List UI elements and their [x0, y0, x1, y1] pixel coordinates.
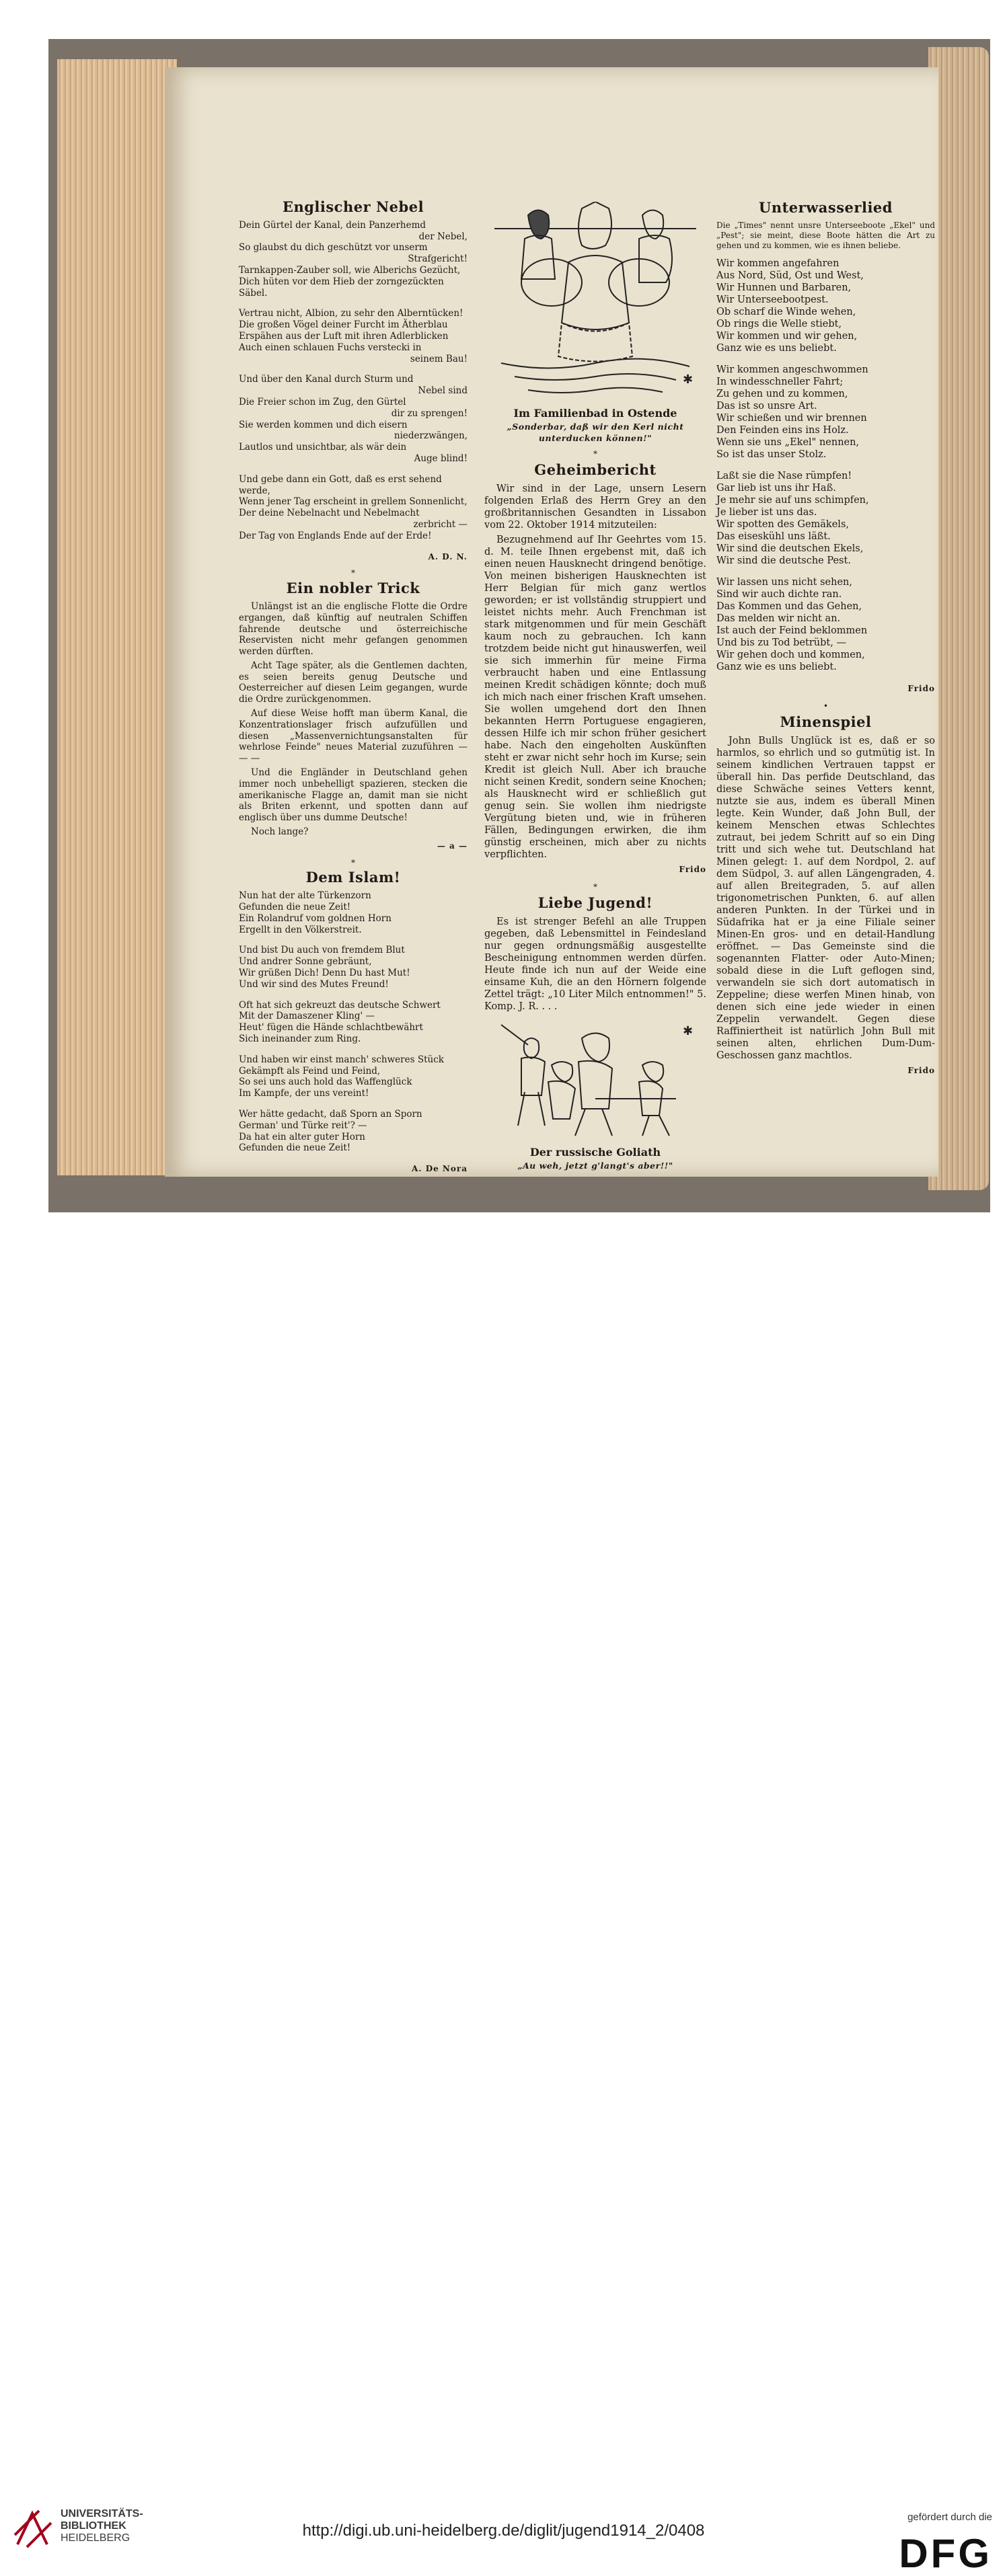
- poem-line: Mit der Damaszener Kling' —: [239, 1011, 375, 1022]
- poem-line: Wir lassen uns nicht sehen,: [716, 577, 853, 588]
- dfg-logo: DFG: [899, 2531, 992, 2576]
- article-title: Liebe Jugend!: [537, 894, 653, 911]
- separator: *: [351, 857, 355, 867]
- poem-line: Der Tag von Englands Ende auf der Erde!: [239, 530, 432, 541]
- article-body: [716, 735, 935, 1062]
- svg-text:✱: ✱: [683, 373, 694, 387]
- stanza: [716, 470, 935, 567]
- poem-line: Und über den Kanal durch Sturm und: [239, 374, 414, 385]
- poem-line: Dich hüten vor dem Hieb der zorngezückten Säbel.: [239, 276, 447, 299]
- article-title: Ein nobler Trick: [286, 580, 420, 597]
- poem-body: [716, 258, 935, 673]
- poem-line: So sei uns auch hold das Waffenglück: [239, 1077, 412, 1088]
- poem-line: Vertrau nicht, Albion, zu sehr den Alberntücken!: [239, 308, 463, 319]
- poem-line: Ein Rolandruf vom goldnen Horn: [239, 912, 391, 924]
- poem-body: [239, 890, 468, 1154]
- cartoon-caption: Der russische Goliath: [529, 1146, 661, 1159]
- stanza: [239, 308, 468, 364]
- poem-line: Das ist so unsre Art.: [716, 401, 817, 412]
- poem-line: Gefunden die neue Zeit!: [239, 1142, 351, 1154]
- poem-line: Die Freier schon im Zug, den Gürtel: [239, 396, 406, 407]
- signature: A. D. N.: [428, 551, 468, 561]
- stanza: [716, 576, 935, 673]
- poem-line: Nebel sind: [418, 385, 468, 397]
- stanza: [239, 374, 468, 464]
- poem-line: Wer hätte gedacht, daß Sporn an Sporn: [239, 1108, 422, 1120]
- separator: •: [823, 701, 829, 711]
- poem-title: Unterwasserlied: [759, 199, 893, 216]
- poem-line: Ob scharf die Winde wehen,: [716, 307, 856, 317]
- poem-intro: Die „Times" nennt unsre Unterseeboote „Ekel" und „Pest"; sie meint, diese Boote hätten die Art zu gehen und zu kommen, wie es ihnen beliebe.: [716, 221, 935, 250]
- poem-line: Gefunden die neue Zeit!: [239, 902, 351, 913]
- poem-line: Wir grüßen Dich! Denn Du hast Mut!: [239, 968, 410, 979]
- stanza: [716, 258, 935, 354]
- poem-line: Das Kommen und das Gehen,: [716, 601, 862, 612]
- poem-line: In windesschneller Fahrt;: [716, 377, 844, 387]
- poem-line: Wir spotten des Gemäkels,: [716, 519, 849, 530]
- stanza: [239, 1000, 468, 1045]
- stanza: [716, 364, 935, 461]
- poem-line: Ergellt in den Völkerstreit.: [239, 924, 362, 935]
- poem-line: Dein Gürtel der Kanal, dein Panzerhemd: [239, 219, 426, 231]
- funded-by-label: gefördert durch die: [907, 2511, 992, 2523]
- poem-line: Ist auch der Feind beklommen: [716, 625, 868, 636]
- poem-line: Aus Nord, Süd, Ost und West,: [716, 270, 864, 281]
- paragraph: Auf diese Weise hofft man überm Kanal, die Konzentrationslager frisch aufzufüllen und diesen „Massenvernichtungsanstalten für wehrlose Feinde" neues Material zuzuführen — — —: [239, 708, 468, 765]
- paragraph: Noch lange?: [251, 826, 309, 838]
- poem-line: Sich ineinander zum Ring.: [239, 1033, 361, 1044]
- poem-line: Laßt sie die Nase rümpfen!: [716, 471, 852, 481]
- poem-line: So ist das unser Stolz.: [716, 449, 827, 460]
- poem-line: Auch einen schlauen Fuchs verstecki in: [239, 342, 422, 353]
- paragraph: Und die Engländer in Deutschland gehen immer noch unbehelligt spazieren, stecken die amerikanische Flagge an, damit man sie nicht als Briten erkennt, und spotten dann auf englisch über uns dumme Deutsche!: [239, 767, 468, 824]
- stanza: [239, 890, 468, 935]
- poem-line: German' und Türke reit'? —: [239, 1120, 367, 1131]
- poem-line: Je lieber ist uns das.: [716, 507, 817, 518]
- signature: — a —: [437, 841, 468, 851]
- poem-line: Und bis zu Tod betrübt, —: [716, 637, 846, 648]
- signature: A. De Nora: [412, 1164, 468, 1174]
- poem-line: Ob rings die Welle stiebt,: [716, 319, 842, 329]
- paragraph: Es ist strenger Befehl an alle Truppen gegeben, daß Lebensmittel in Feindesland nur gegen ordnungsmäßig ausgestellte Bescheinigung entnommen werden dürfen. Heute finde ich nun auf der Weide eine einsame Kuh, die an den Hörnern folgende Zettel trägt: „10 Liter Milch entnommen!" 5. Komp. J. R. . . .: [484, 916, 706, 1012]
- cartoon-caption: Im Familienbad in Ostende: [513, 407, 677, 420]
- poem-line: Oft hat sich gekreuzt das deutsche Schwert: [239, 999, 441, 1011]
- poem-line: dir zu sprengen!: [391, 407, 468, 419]
- poem-line: Gar lieb ist uns ihr Haß.: [716, 483, 836, 494]
- poem-line: Je mehr sie auf uns schimpfen,: [716, 495, 869, 506]
- poem-line: seinem Bau!: [410, 353, 468, 364]
- poem-line: Wir kommen angeschwommen: [716, 364, 868, 375]
- book-scan: [0, 0, 1007, 1244]
- poem-line: Zu gehen und zu kommen,: [716, 389, 848, 399]
- poem-line: Wenn jener Tag erscheint in grellem Sonnenlicht,: [239, 496, 468, 508]
- poem-line: Wir sind die deutschen Ekels,: [716, 543, 864, 554]
- signature: Frido: [679, 865, 706, 874]
- article-title: Geheimbericht: [534, 461, 657, 478]
- poem-line: Und andrer Sonne gebräunt,: [239, 956, 372, 968]
- poem-line: Gekämpft als Feind und Feind,: [239, 1065, 381, 1077]
- paragraph: Wir sind in der Lage, unsern Lesern folgenden Erlaß des Herrn Grey an den großbritannischen Gesandten in Lissabon vom 22. Oktober 1914 mitzuteilen:: [484, 483, 706, 531]
- footer: [0, 1244, 1007, 2576]
- separator: *: [593, 449, 597, 459]
- poem-line: Wir Hunnen und Barbaren,: [716, 282, 852, 293]
- article-body: [484, 916, 706, 1013]
- poem-line: Da hat ein alter guter Horn: [239, 1131, 365, 1142]
- stanza: [239, 220, 468, 299]
- article-body: [484, 483, 706, 861]
- library-line: HEIDELBERG: [61, 2532, 130, 2544]
- poem-line: zerbricht —: [413, 518, 468, 530]
- separator: *: [351, 568, 355, 578]
- bathing-cartoon-illustration: [488, 202, 703, 403]
- article-title: Minenspiel: [780, 713, 872, 730]
- poem-line: Und haben wir einst manch' schweres Stück: [239, 1054, 444, 1065]
- poem-line: Tarnkappen-Zauber soll, wie Alberichs Gezücht,: [239, 264, 461, 276]
- poem-line: Ganz wie es uns beliebt.: [716, 343, 837, 354]
- stanza: [239, 1109, 468, 1154]
- poem-line: Sind wir auch dichte ran.: [716, 589, 842, 600]
- poem-line: Das melden wir nicht an.: [716, 613, 841, 624]
- column-left: [239, 198, 468, 1180]
- poem-line: Wir sind die deutsche Pest.: [716, 555, 851, 566]
- poem-line: Den Feinden eins ins Holz.: [716, 425, 849, 436]
- poem-line: Wir gehen doch und kommen,: [716, 650, 865, 660]
- svg-text:✱: ✱: [683, 1024, 694, 1038]
- poem-line: Auge blind!: [414, 453, 468, 464]
- stanza: [239, 1054, 468, 1099]
- paragraph: Acht Tage später, als die Gentlemen dachten, es seien bereits genug Deutsche und Oesterreicher auf diesen Leim gegangen, wurde die Ordre zurückgenommen.: [239, 660, 468, 705]
- poem-line: niederzwängen,: [394, 430, 468, 442]
- cartoon-subcaption: „Au weh, jetzt g'langt's aber!!": [517, 1161, 673, 1171]
- poem-line: Im Kampfe, der uns vereint!: [239, 1088, 369, 1099]
- poem-line: Und gebe dann ein Gott, daß es erst sehend werde,: [239, 473, 445, 496]
- paragraph: Unlängst ist an die englische Flotte die Ordre ergangen, daß künftig auf neutralen Schiffen fahrende deutsche und österreichische Reservisten nicht mehr gefangen genommen werden dürften.: [239, 600, 468, 658]
- stanza: [239, 945, 468, 990]
- poem-line: Nun hat der alte Türkenzorn: [239, 890, 371, 902]
- page-stack-left: [57, 59, 177, 1175]
- poem-body: [239, 220, 468, 542]
- poem-line: Das eiseskühl uns läßt.: [716, 531, 831, 542]
- poem-line: Ganz wie es uns beliebt.: [716, 662, 837, 672]
- poem-line: der Nebel,: [418, 231, 468, 242]
- stanza: [239, 474, 468, 542]
- poem-line: Wir schießen und wir brennen: [716, 413, 867, 424]
- poem-line: Heut' fügen die Hände schlachtbewährt: [239, 1022, 423, 1033]
- poem-line: Wir kommen und wir gehen,: [716, 331, 858, 342]
- poem-line: Lautlos und unsichtbar, als wär dein: [239, 442, 407, 453]
- library-line: UNIVERSITÄTS-: [61, 2508, 143, 2520]
- poem-line: So glaubst du dich geschützt vor unserm: [239, 242, 428, 253]
- column-right: [716, 199, 935, 1082]
- goliath-cartoon-illustration: [488, 1018, 703, 1142]
- poem-title: Englischer Nebel: [282, 198, 424, 215]
- poem-line: Die großen Vögel deiner Furcht im Ätherblau: [239, 319, 448, 331]
- source-url[interactable]: http://digi.ub.uni-heidelberg.de/diglit/jugend1914_2/0408: [302, 2522, 705, 2540]
- poem-title: Dem Islam!: [305, 869, 401, 886]
- poem-line: Wir Unterseebootpest.: [716, 295, 829, 305]
- poem-line: Und bist Du auch von fremdem Blut: [239, 945, 405, 956]
- poem-line: Der deine Nebelnacht und Nebelmacht: [239, 508, 420, 519]
- signature: Frido: [907, 684, 935, 693]
- library-line: BIBLIOTHEK: [61, 2520, 126, 2532]
- paragraph: Bezugnehmend auf Ihr Geehrtes vom 15. d. M. teile Ihnen ergebenst mit, daß ich einen neuen Hausknecht dringend benötige. Von meinen bisherigen Hausknechten ist Herr Belgian für mich ganz wertlos geworden; er ist vollständig struppiert und leistet nichts mehr. Auch Frenchman ist stark mitgenommen und für mein Geschäft kaum noch zu gebrauchen. Ich kann trotzdem beide nicht gut hinauswerfen, weil sie sich immerhin für meine Firma verbraucht haben und eine Entlassung meinen Kredit schädigen könnte; doch muß ich mich nach einer frischen Kraft umsehen. Sie wollen umgehend dort den Ihnen bekannten Herrn Portuguese engagieren, dessen Hilfe ich mir schon früher gesichert habe. Nach den eingeholten Auskünften steht er zwar nicht sehr hoch im Kurse; sein Kredit ist gleich Null. Aber ich brauche nicht seinen Kredit, sondern seine Knochen; als Hausknecht wird er schließlich gut genug sein. Sie wollen ihm niedrigste Vergütung bieten und, wie in früheren Fällen, Bedingungen erwirken, die ihm günstig erscheinen, mich aber zu nichts verpflichten.: [484, 535, 706, 860]
- separator: *: [593, 882, 597, 892]
- paragraph: John Bulls Unglück ist es, daß er so harmlos, so ehrlich und so gutmütig ist. In seinem kindlichen Vertrauen tappst er überall hin. Das perfide Deutschland, das diese Schwäche seines Vetters kennt, nutzte sie aus, indem es überall Minen legte. Kein Wunder, daß John Bull, der keinem Menschen etwas Schlechtes zutraut, bei jedem Schritt auf so ein Ding tritt und sich wehe tut. Deutschland hat Minen gelegt: 1. auf dem Nordpol, 2. auf dem Südpol, 3. auf allen Längengraden, 4. auf allen Breitegraden, 5. auf allen trigonometrischen Punkten, 6. auf allen anderen Punkten. In der Türkei und in Südafrika hat er ja eine Filiale seiner Minen-En gros- und en detail-Handlung eröffnet. — Das Gemeinste sind die sogenannten Flatter- oder Auto-Minen; sobald diese in die Luft geflogen sind, verwandeln sie sich dort automatisch in Zeppeline; diese werfen Minen hinab, von denen sich eine jede wieder in einen Zeppelin verwandelt. Gegen diese Raffiniertheit ist natürlich John Bull mit seinen alten, ehrlichen Dum-Dum-Geschossen ganz machtlos.: [716, 736, 935, 1061]
- poem-line: Wenn sie uns „Ekel" nennen,: [716, 437, 860, 448]
- cartoon-subcaption: „Sonderbar, daß wir den Kerl nicht unterducken können!": [507, 422, 684, 443]
- signature: Frido: [907, 1066, 935, 1075]
- poem-line: Sie werden kommen und dich eisern: [239, 419, 408, 430]
- poem-line: Erspähen aus der Luft mit ihren Adlerblicken: [239, 330, 449, 342]
- poem-line: Strafgericht!: [408, 253, 468, 265]
- column-middle: [484, 202, 706, 1175]
- poem-line: Und wir sind des Mutes Freund!: [239, 978, 389, 990]
- article-body: [239, 601, 468, 838]
- poem-line: Wir kommen angefahren: [716, 258, 840, 269]
